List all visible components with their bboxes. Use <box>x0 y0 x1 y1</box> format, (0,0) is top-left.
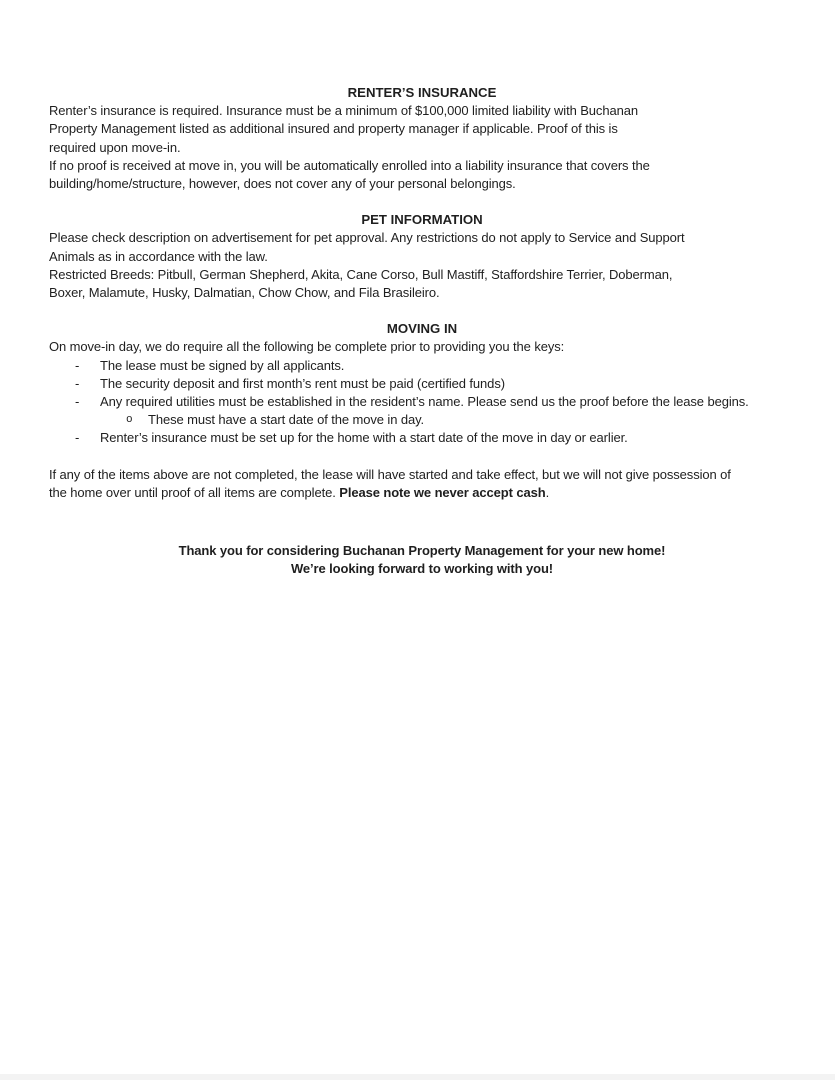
body-line: Boxer, Malamute, Husky, Dalmatian, Chow Chow, and Fila Brasileiro. <box>49 285 440 301</box>
thank-you-line: We’re looking forward to working with you! <box>290 561 554 577</box>
no-cash-bold-text: Please note we never accept cash <box>339 484 546 500</box>
thank-you-line: Thank you for considering Buchanan Property Management for your new home! <box>178 543 666 559</box>
bullet-text: Renter’s insurance must be set up for the home with a start date of the move in day or earlier. <box>100 430 628 446</box>
body-line: Renter’s insurance is required. Insurance must be a minimum of $100,000 limited liability with Buchanan <box>49 103 638 119</box>
body-line: Property Management listed as additional insured and property manager if applicable. Proof of this is <box>49 121 618 137</box>
page-bottom-edge <box>0 1074 835 1080</box>
dash-bullet-marker: - <box>75 357 80 373</box>
pet-information-heading: PET INFORMATION <box>361 212 483 228</box>
bullet-text: These must have a start date of the move in day. <box>148 412 425 428</box>
dash-bullet-marker: - <box>75 394 80 410</box>
closing-line: If any of the items above are not completed, the lease will have started and take effect, but we will not give possession of <box>49 466 731 482</box>
closing-period: . <box>545 484 550 500</box>
closing-line <box>49 484 795 502</box>
bullet-item <box>49 375 795 393</box>
bullet-text: Any required utilities must be established in the resident’s name. Please send us the proof before the lease begins. <box>100 394 749 410</box>
section-pet-information <box>49 211 795 302</box>
closing-paragraph <box>49 466 795 502</box>
body-line: If no proof is received at move in, you will be automatically enrolled into a liability insurance that covers the <box>49 157 650 173</box>
moving-in-intro: On move-in day, we do require all the following be complete prior to providing you the keys: <box>49 339 565 355</box>
bullet-text: The lease must be signed by all applicants. <box>100 357 345 373</box>
bullet-item <box>49 357 795 375</box>
body-line: Restricted Breeds: Pitbull, German Shepherd, Akita, Cane Corso, Bull Mastiff, Staffordshire Terrier, Doberman, <box>49 266 673 282</box>
circle-bullet-marker: o <box>126 414 133 427</box>
section-moving-in <box>49 320 795 447</box>
moving-in-heading: MOVING IN <box>386 321 458 337</box>
renters-insurance-heading: RENTER’S INSURANCE <box>347 85 497 100</box>
bullet-item <box>49 393 795 411</box>
body-line: Please check description on advertisement for pet approval. Any restrictions do not apply to Service and Support <box>49 230 685 246</box>
dash-bullet-marker: - <box>75 375 80 391</box>
body-line: required upon move-in. <box>49 139 181 155</box>
closing-regular-text: the home over until proof of all items are complete. <box>49 484 340 500</box>
sub-bullet-item <box>49 411 795 429</box>
section-renters-insurance <box>49 84 795 193</box>
body-line: building/home/structure, however, does not cover any of your personal belongings. <box>49 176 516 192</box>
dash-bullet-marker: - <box>75 430 80 446</box>
bullet-text: The security deposit and first month’s rent must be paid (certified funds) <box>100 375 505 391</box>
body-line: Animals as in accordance with the law. <box>49 248 268 264</box>
bullet-item <box>49 429 795 447</box>
thank-you-block <box>49 542 795 578</box>
